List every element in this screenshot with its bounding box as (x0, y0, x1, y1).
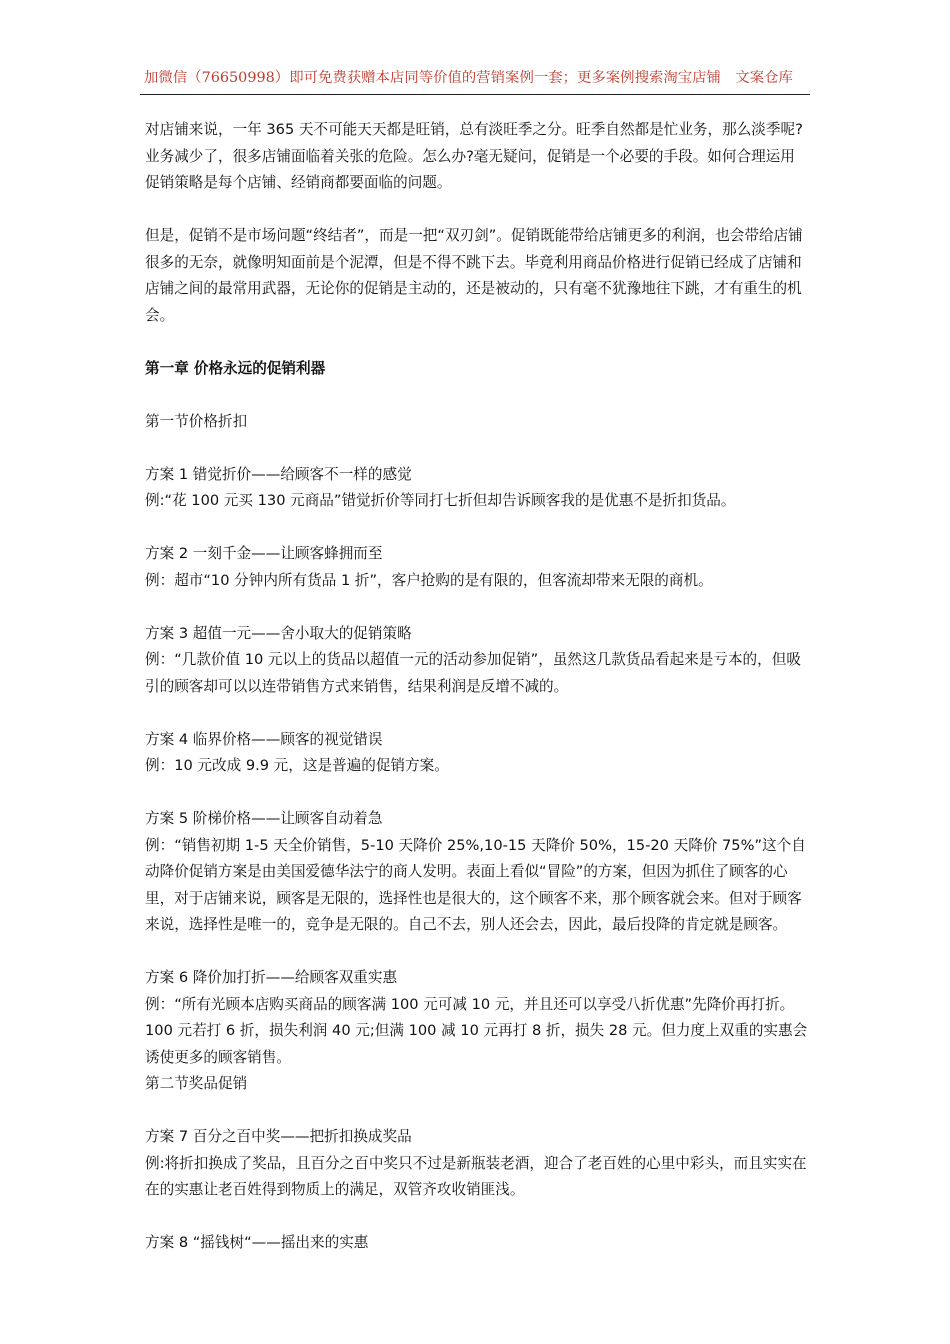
plan-title: 方案 5 阶梯价格——让顾客自动着急 (145, 810, 383, 827)
plan-example: 例:将折扣换成了奖品，且百分之百中奖只不过是新瓶装老酒，迎合了老百姓的心里中彩头，而且实实在在的实惠让老百姓得到物质上的满足，双管齐攻收销匪浅。 (145, 1154, 807, 1198)
intro-paragraph-1: 对店铺来说，一年 365 天不可能天天都是旺销，总有淡旺季之分。旺季自然都是忙业务，那么淡季呢?业务减少了，很多店铺面临着关张的危险。怎么办?毫无疑问，促销是一个必要的手段。如何合理运用促销策略是每个店铺、经销商都要面临的问题。 (145, 121, 803, 191)
intro-paragraph-2: 但是，促销不是市场问题“终结者”，而是一把“双刃剑”。促销既能带给店铺更多的利润，也会带给店铺很多的无奈，就像明知面前是个泥潭，但是不得不跳下去。毕竟利用商品价格进行促销已经成了店铺和店铺之间的最常用武器，无论你的促销是主动的，还是被动的，只有毫不犹豫地往下跳，才有重生的机会。 (145, 227, 803, 324)
plan-example: 例：“所有光顾本店购买商品的顾客满 100 元可减 10 元，并且还可以享受八折优惠”先降价再打折。100 元若打 6 折，损失利润 40 元;但满 100 减 10 元再打 8 折，损失 28 元。但力度上双重的实惠会诱使更多的顾客销售。 (145, 995, 808, 1066)
header-divider (140, 94, 810, 95)
plan-title: 方案 6 降价加打折——给顾客双重实惠 (145, 969, 398, 986)
plan-title: 方案 1 错觉折价——给顾客不一样的感觉 (145, 465, 412, 483)
plan-title: 方案 7 百分之百中奖——把折扣换成奖品 (145, 1128, 412, 1145)
plan-example: 例:“花 100 元买 130 元商品”错觉折价等同打七折但却告诉顾客我的是优惠不是折扣货品。 (145, 492, 736, 509)
plan-title: 方案 3 超值一元——舍小取大的促销策略 (145, 624, 412, 642)
plan-example: 例：“销售初期 1-5 天全价销售，5-10 天降价 25%,10-15 天降价 50%，15-20 天降价 75%”这个自动降价促销方案是由美国爱德华法宁的商人发明。表面上看似“冒险”的方案，但因为抓住了顾客的心里，对于店铺来说，顾客是无限的，选择性也是很大的，这个顾客不来，那个顾客就会来。但对于顾客来说，选择性是唯一的，竞争是无限的。自己不去，别人还会去，因此，最后投降的肯定就是顾客。 (145, 836, 806, 933)
plan-title: 方案 2 一刻千金——让顾客蜂拥而至 (145, 545, 383, 562)
plan-example: 例：超市“10 分钟内所有货品 1 折”，客户抢购的是有限的，但客流却带来无限的商机。 (145, 571, 713, 589)
plan-title: 方案 8 “摇钱树“——摇出来的实惠 (145, 1234, 369, 1251)
section-title: 第一节价格折扣 (145, 412, 248, 430)
header-promo-text: 加微信（76650998）即可免费获赠本店同等价值的营销案例一套；更多案例搜索淘宝店铺 文案仓库 (144, 70, 793, 86)
document-body (145, 117, 809, 1257)
plan-example: 例：10 元改成 9.9 元，这是普遍的促销方案。 (145, 757, 449, 774)
chapter-title: 第一章 价格永远的促销利器 (145, 359, 326, 377)
plan-example: 例：“几款价值 10 元以上的货品以超值一元的活动参加促销”，虽然这几款货品看起来是亏本的，但吸引的顾客却可以以连带销售方式来销售，结果利润是反增不减的。 (145, 651, 801, 695)
plan-title: 方案 4 临界价格——顾客的视觉错误 (145, 730, 383, 748)
section-title: 第二节奖品促销 (145, 1075, 248, 1092)
